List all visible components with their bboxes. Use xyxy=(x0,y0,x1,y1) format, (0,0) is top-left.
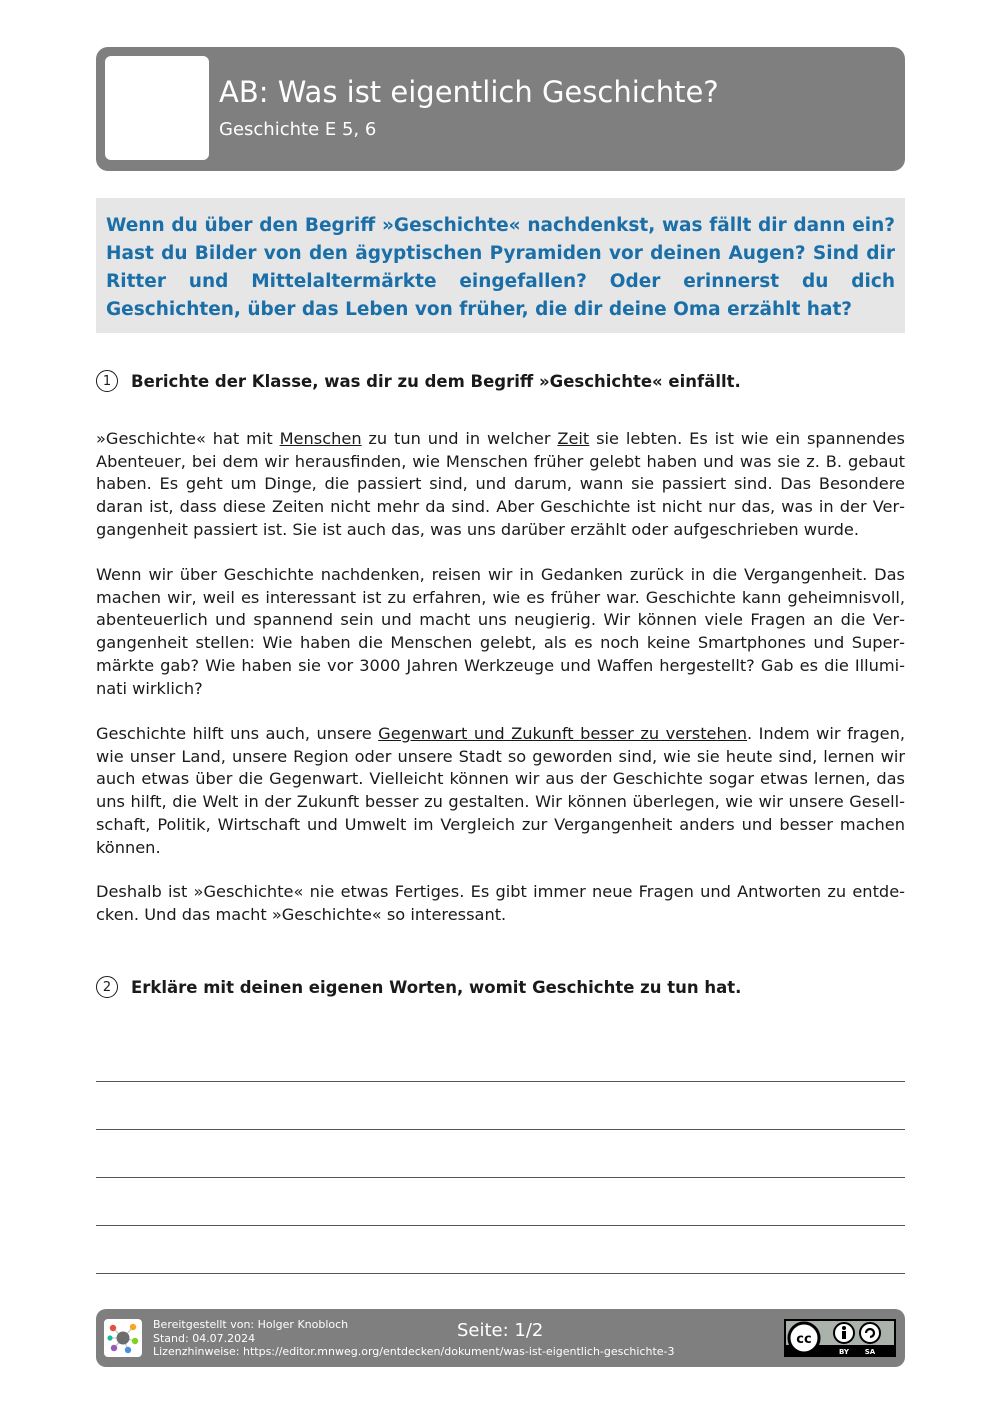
answer-line[interactable] xyxy=(96,1081,905,1082)
answer-line[interactable] xyxy=(96,1177,905,1178)
stand-date: Stand: 04.07.2024 xyxy=(153,1331,256,1345)
p1-a: »Geschichte« hat mit xyxy=(96,429,280,448)
answer-line[interactable] xyxy=(96,1273,905,1274)
answer-line[interactable] xyxy=(96,1129,905,1130)
intro-text: Wenn du über den Begriff »Geschichte« nachdenkst, was fällt dir dann ein? Hast du Bilder von den ägyptischen Pyramiden vor deinen Augen? Sind dir Ritter und Mittelaltermärkte eingefallen? Oder erinnerst du dich Geschichten, über das Leben von früher, die dir deine Oma erzählt hat? xyxy=(106,215,895,320)
logo-placeholder xyxy=(105,56,209,160)
p1-e: sie lebten. Es ist wie ein spannendes Abenteuer, bei dem wir herausfinden, wie Menschen früher gelebt haben und was sie z. B. gebaut haben. Es geht um Dinge, die passiert sind, und darum, wann sie passiert sind. Das Besondere daran ist, dass diese Zeiten nicht mehr da sind. Aber Geschichte ist nicht nur das, was in der Vergangenheit passiert ist. Sie ist auch das, was uns darüber erzählt oder aufgeschrieben wurde. xyxy=(96,429,905,539)
paragraph-4 xyxy=(96,881,905,926)
cc-by-sa-badge-icon xyxy=(784,1319,896,1357)
page-subtitle: Geschichte E 5, 6 xyxy=(219,119,377,140)
p1-keyword-menschen: Menschen xyxy=(279,429,362,448)
page-title: AB: Was ist eigentlich Geschichte? xyxy=(219,75,719,109)
task-2 xyxy=(96,974,905,1000)
provided-by: Bereitgestellt von: Holger Knobloch xyxy=(153,1318,349,1331)
paragraph-3 xyxy=(96,723,905,859)
paragraph-2 xyxy=(96,564,905,700)
task-2-text: Erkläre mit deinen eigenen Worten, womit Geschichte zu tun hat. xyxy=(131,977,742,997)
task-1-number: 1 xyxy=(96,370,118,392)
header-banner xyxy=(96,47,905,171)
task-2-number: 2 xyxy=(96,976,118,998)
mnweg-logo-icon xyxy=(104,1319,142,1357)
task-1-text: Berichte der Klasse, was dir zu dem Begriff »Geschichte« einfällt. xyxy=(131,371,741,391)
intro-box xyxy=(96,198,905,333)
paragraph-1 xyxy=(96,428,905,542)
footer-info xyxy=(153,1318,675,1359)
p1-c: zu tun und in welcher xyxy=(361,429,558,448)
p1-keyword-zeit: Zeit xyxy=(557,429,590,448)
task-1 xyxy=(96,368,905,394)
svg-text:cc: cc xyxy=(796,1332,812,1347)
p3-a: Geschichte hilft uns auch, unsere xyxy=(96,724,379,743)
license-link[interactable]: Lizenzhinweise: https://editor.mnweg.org/entdecken/dokument/was-ist-eigentlich-geschichte-3 xyxy=(153,1345,675,1358)
p2-text: Wenn wir über Geschichte nachdenken, reisen wir in Gedanken zurück in die Vergangenheit. Das machen wir, weil es interessant ist zu erfahren, wie es früher war. Geschichte kann geheimnisvoll, abenteuerlich und spannend sein und macht uns neugierig. Wir können viele Fragen an die Vergangenheit stellen: Wie haben die Menschen gelebt, als es noch keine Smartphones und Supermärkte gab? Wie haben sie vor 3000 Jahren Werkzeuge und Waffen hergestellt? Gab es die Illuminati wirklich? xyxy=(96,565,905,698)
answer-line[interactable] xyxy=(96,1225,905,1226)
footer xyxy=(96,1309,905,1367)
page-number: Seite: 1/2 xyxy=(457,1320,544,1341)
p3-c: . Indem wir fragen, wie unser Land, unsere Region oder unsere Stadt so geworden sind, wie sie heute sind, lernen wir auch etwas über die Gegenwart. Vielleicht können wir aus der Geschichte sogar etwas lernen, das uns hilft, die Welt in der Zukunft besser zu gestalten. Wir können überlegen, wie wir unsere Gesellschaft, Politik, Wirtschaft und Umwelt im Vergleich zur Vergangenheit anders und besser machen können. xyxy=(96,724,905,857)
p4-text: Deshalb ist »Geschichte« nie etwas Fertiges. Es gibt immer neue Fragen und Antworten zu entdecken. Und das macht »Geschichte« so interessant. xyxy=(96,882,905,924)
cc-by-label: BY xyxy=(838,1348,850,1356)
p3-keyword: Gegenwart und Zukunft besser zu verstehen xyxy=(378,724,747,743)
cc-sa-label: SA xyxy=(864,1348,876,1356)
